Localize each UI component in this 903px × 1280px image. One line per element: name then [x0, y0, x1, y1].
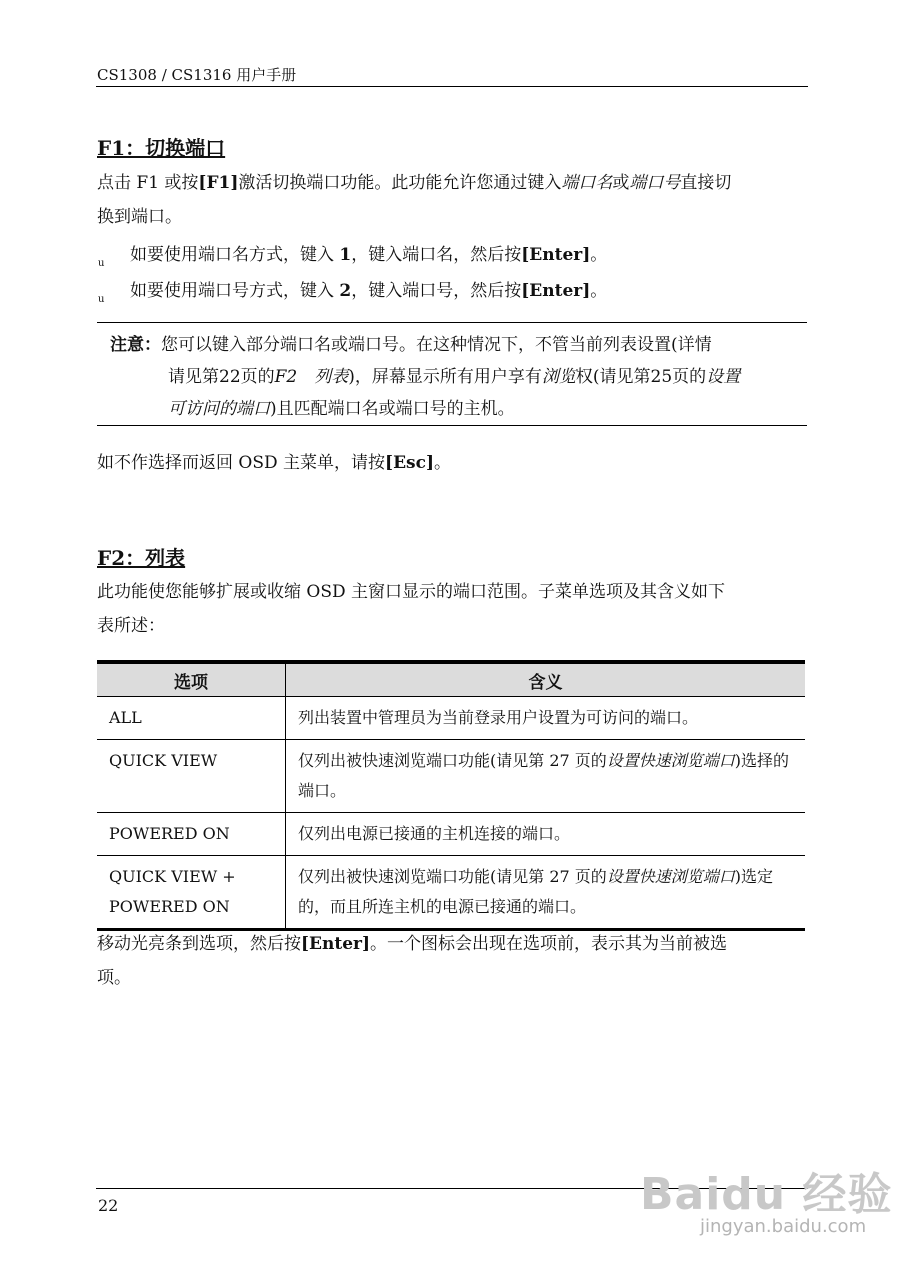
- watermark-logo: Baidu 经验: [640, 1169, 893, 1220]
- closing-paragraph: 移动光亮条到选项，然后按[Enter]。一个图标会出现在选项前，表示其为当前被选 项。: [97, 934, 728, 988]
- note-top-rule: [97, 322, 807, 323]
- header-divider: [96, 86, 808, 87]
- bullet-marker: u: [98, 258, 105, 269]
- column-header-option: 选项: [97, 662, 286, 697]
- table-row: [97, 856, 805, 930]
- meaning-cell: 列出装置中管理员为当前登录用户设置为可访问的端口。: [286, 697, 806, 740]
- note-label: 注意：: [110, 335, 161, 355]
- table-row: [97, 697, 805, 740]
- bullet-marker: u: [98, 294, 105, 305]
- option-cell: QUICK VIEW: [97, 740, 286, 813]
- option-cell: ALL: [97, 697, 286, 740]
- option-cell: POWERED ON: [97, 813, 286, 856]
- f1-intro-paragraph: 点击 F1 或按[F1]激活切换端口功能。此功能允许您通过键入端口名或端口号直接切 换到端口。: [97, 173, 732, 227]
- table-header-row: [97, 662, 805, 697]
- option-cell: QUICK VIEW + POWERED ON: [97, 856, 286, 930]
- table-row: [97, 813, 805, 856]
- f2-heading: F2：列表: [97, 546, 186, 570]
- column-header-meaning: 含义: [286, 662, 806, 697]
- page-number: 22: [98, 1196, 119, 1215]
- table-row: [97, 740, 805, 813]
- meaning-cell: 仅列出被快速浏览端口功能(请见第 27 页的设置快速浏览端口)选定的，而且所连主机的电源已接通的端口。: [286, 856, 806, 930]
- running-header: CS1308 / CS1316 用户手册: [97, 66, 297, 84]
- f2-intro-paragraph: 此功能使您能够扩展或收缩 OSD 主窗口显示的端口范围。子菜单选项及其含义如下 表所述：: [97, 582, 726, 636]
- f1-bullet-item: 如要使用端口名方式，键入 1，键入端口名，然后按[Enter]。: [130, 245, 608, 265]
- note-block: 注意：您可以键入部分端口名或端口号。在这种情况下，不管当前列表设置(详情 请见第22页的F2 列表)，屏幕显示所有用户享有浏览权(请见第25页的设置 可访问的端口)且匹配端口名或端口号的主机。: [110, 335, 741, 419]
- options-table: [97, 660, 805, 931]
- watermark-url: jingyan.baidu.com: [700, 1216, 867, 1237]
- esc-instruction: 如不作选择而返回 OSD 主菜单，请按[Esc]。: [97, 453, 451, 473]
- f1-bullet-item: 如要使用端口号方式，键入 2，键入端口号，然后按[Enter]。: [130, 281, 608, 301]
- meaning-cell: 仅列出被快速浏览端口功能(请见第 27 页的设置快速浏览端口)选择的端口。: [286, 740, 806, 813]
- f1-heading: F1：切换端口: [97, 136, 226, 160]
- meaning-cell: 仅列出电源已接通的主机连接的端口。: [286, 813, 806, 856]
- note-bottom-rule: [97, 425, 807, 426]
